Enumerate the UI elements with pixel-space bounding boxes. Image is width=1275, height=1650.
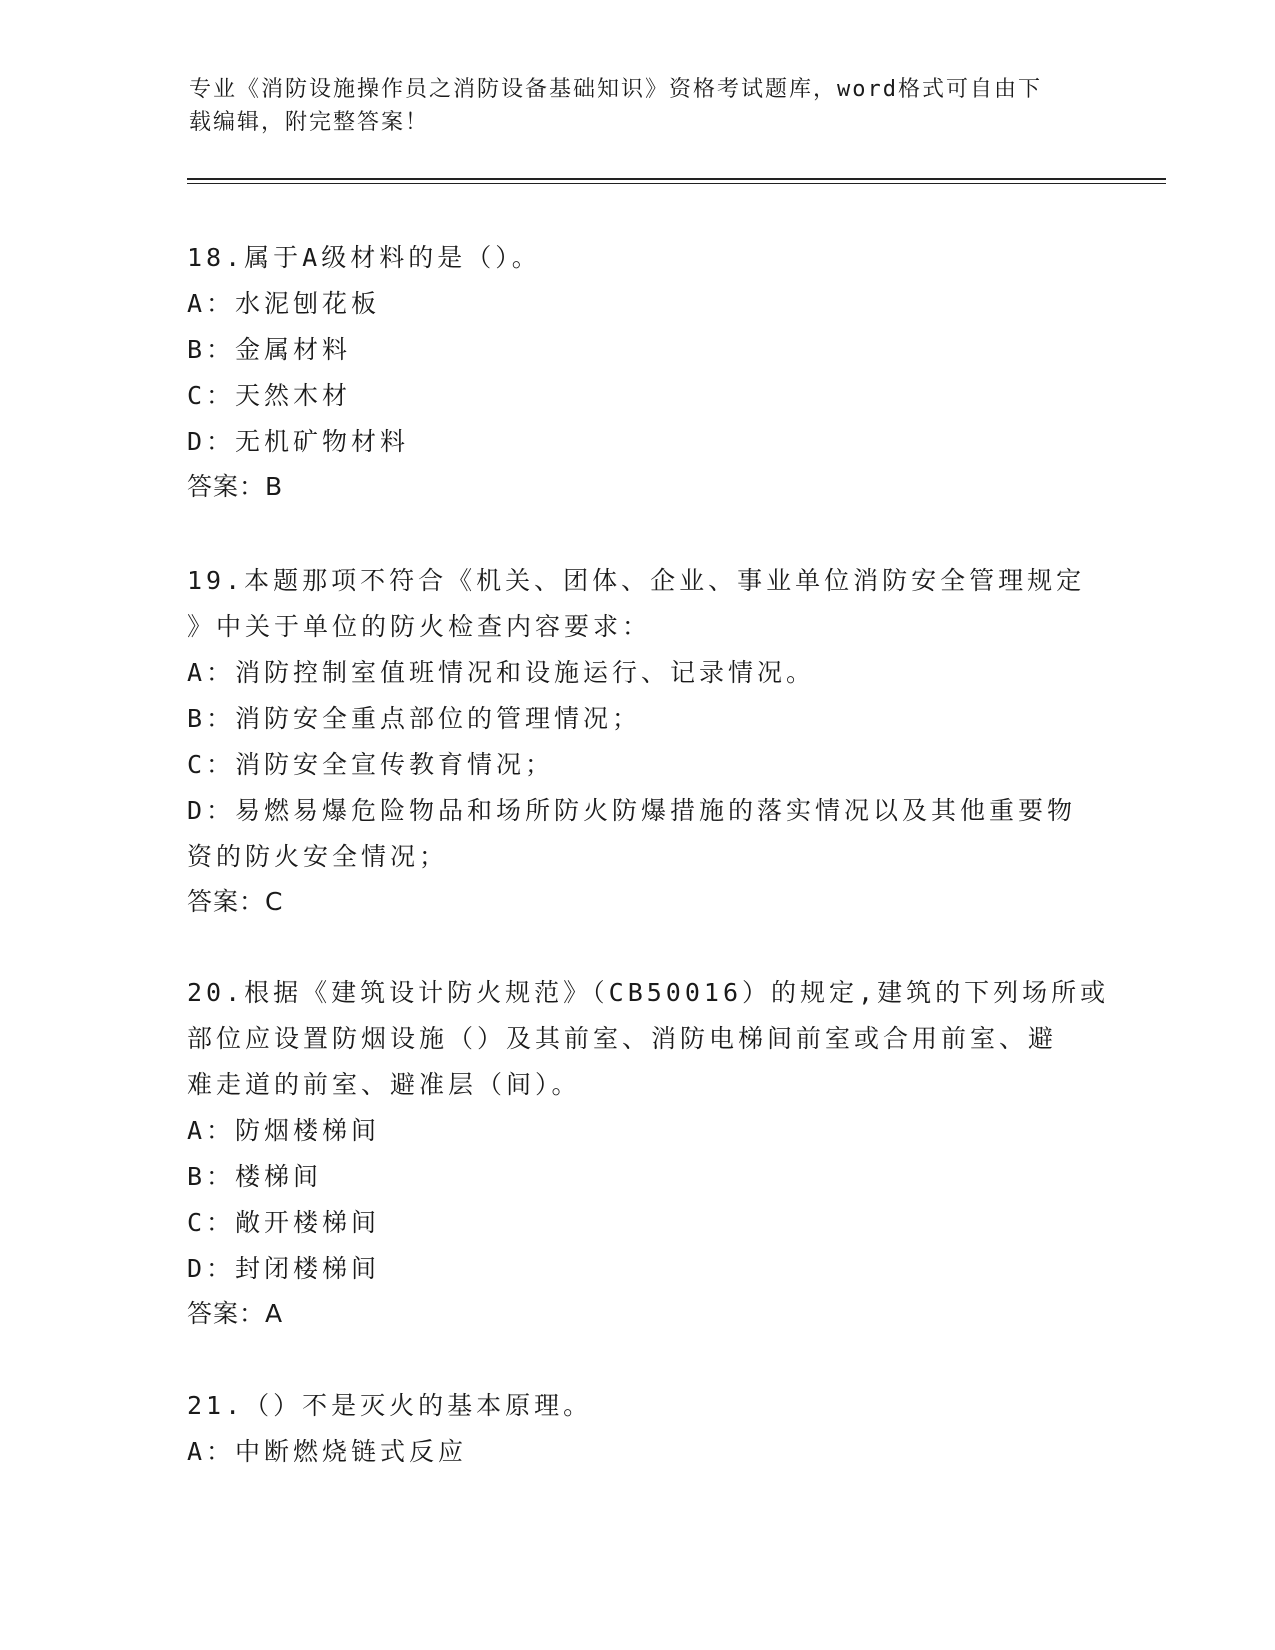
option-b: B：消防安全重点部位的管理情况； xyxy=(187,704,642,733)
answer: 答案：C xyxy=(187,887,284,916)
question-stem: 18.属于A级材料的是（）。 xyxy=(187,243,541,272)
question-18 xyxy=(187,235,1087,509)
option-a: A：水泥刨花板 xyxy=(187,289,381,318)
question-19 xyxy=(187,558,1087,924)
header-line-1: 专业《消防设施操作员之消防设备基础知识》资格考试题库，word格式可自由下 xyxy=(189,77,1042,102)
question-21 xyxy=(187,1383,1087,1475)
question-stem-cont: 》中关于单位的防火检查内容要求： xyxy=(187,612,652,641)
question-20 xyxy=(187,970,1110,1336)
option-d: D：易燃易爆危险物品和场所防火防爆措施的落实情况以及其他重要物 xyxy=(187,796,1077,825)
option-b: B：楼梯间 xyxy=(187,1162,323,1191)
option-c: C：消防安全宣传教育情况； xyxy=(187,750,555,779)
question-stem-cont: 难走道的前室、避准层（间）。 xyxy=(187,1070,581,1099)
option-d: D：无机矿物材料 xyxy=(187,427,410,456)
header-line-2: 载编辑，附完整答案！ xyxy=(189,110,430,135)
document-header xyxy=(189,73,1089,139)
option-d: D：封闭楼梯间 xyxy=(187,1254,381,1283)
option-c: C：天然木材 xyxy=(187,381,352,410)
option-a: A：中断燃烧链式反应 xyxy=(187,1437,468,1466)
question-stem: 20.根据《建筑设计防火规范》（CB50016）的规定,建筑的下列场所或 xyxy=(187,978,1110,1007)
option-b: B：金属材料 xyxy=(187,335,352,364)
option-d-cont: 资的防火安全情况； xyxy=(187,842,449,871)
question-stem-cont: 部位应设置防烟设施（）及其前室、消防电梯间前室或合用前室、避 xyxy=(187,1024,1058,1053)
header-divider xyxy=(187,178,1166,184)
answer: 答案：A xyxy=(187,1299,284,1328)
option-c: C：敞开楼梯间 xyxy=(187,1208,381,1237)
option-a: A：消防控制室值班情况和设施运行、记录情况。 xyxy=(187,658,816,687)
question-stem: 19.本题那项不符合《机关、团体、企业、事业单位消防安全管理规定 xyxy=(187,566,1086,595)
question-stem: 21.（）不是灭火的基本原理。 xyxy=(187,1391,593,1420)
option-a: A：防烟楼梯间 xyxy=(187,1116,381,1145)
answer: 答案：B xyxy=(187,472,284,501)
